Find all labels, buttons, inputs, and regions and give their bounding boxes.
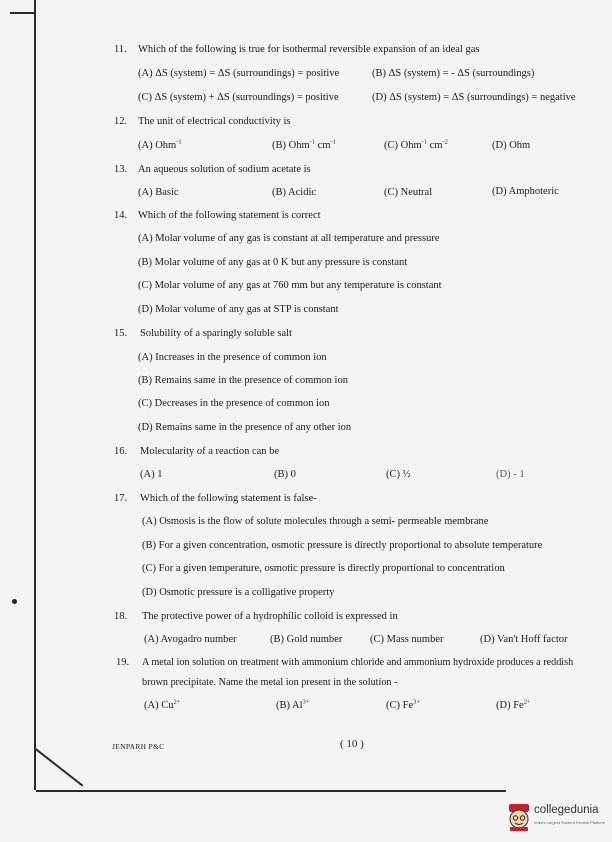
page-edge-bottom <box>36 790 506 792</box>
option-d: (D) ΔS (system) = ΔS (surroundings) = negative <box>372 92 576 103</box>
option-c: (C) Neutral <box>384 187 433 198</box>
question-text: The protective power of a hydrophilic colloid is expressed in <box>142 611 398 622</box>
option-b: (B) ΔS (system) = - ΔS (surroundings) <box>372 68 535 79</box>
option-b: (B) Remains same in the presence of common ion <box>138 375 348 386</box>
option-a: (A) Increases in the presence of common ion <box>138 352 327 363</box>
option-b: (B) For a given concentration, osmotic pressure is directly proportional to absolute temperature <box>142 540 543 551</box>
question-text: A metal ion solution on treatment with ammonium chloride and ammonium hydroxide produces a reddish <box>142 657 574 668</box>
footer-code: JENPARH P&C <box>112 742 165 751</box>
question-text: Molecularity of a reaction can be <box>140 446 280 457</box>
option-d: (D) Amphoteric <box>492 186 559 197</box>
margin-dot <box>12 599 17 604</box>
logo-tagline: India's Largest Student Review Platform <box>534 820 606 825</box>
option-c: (C) Decreases in the presence of common ion <box>138 398 330 409</box>
question-text: Which of the following statement is false- <box>140 493 317 504</box>
option-d: (D) - 1 <box>496 469 525 480</box>
option-b: (B) Acidic <box>272 187 317 198</box>
option-c: (C) ΔS (system) + ΔS (surroundings) = positive <box>138 92 339 103</box>
page-edge-fold <box>35 748 84 787</box>
page-edge-top <box>10 0 36 14</box>
question-number: 19. <box>116 657 130 668</box>
question-number: 16. <box>114 446 128 457</box>
option-b: (B) Ohm$^{-1}$ $cm^{-1}$ <box>272 138 336 151</box>
collegedunia-logo <box>506 800 606 838</box>
student-mascot-icon <box>506 802 532 832</box>
option-c: (C) For a given temperature, osmotic pressure is directly proportional to concentration <box>142 563 505 574</box>
option-c: (C) $Fe^{3+}$ <box>386 698 421 711</box>
option-c: (C) Molar volume of any gas at 760 mm but any temperature is constant <box>138 280 442 291</box>
option-a: (A) Avogadro number <box>144 634 237 645</box>
option-b: (B) Gold number <box>270 634 343 645</box>
question-number: 18. <box>114 611 128 622</box>
question-text: Solubility of a sparingly soluble salt <box>140 328 292 339</box>
option-c: (C) ½ <box>386 469 411 480</box>
question-text: Which of the following statement is correct <box>138 210 321 221</box>
option-d: (D) Osmotic pressure is a colligative property <box>142 587 335 598</box>
page-number: ( 10 ) <box>340 738 364 750</box>
page-edge-left <box>34 0 36 790</box>
option-a: (A) 1 <box>140 469 163 480</box>
question-number: 13. <box>114 164 128 175</box>
question-number: 12. <box>114 116 128 127</box>
option-d: (D) Ohm <box>492 140 531 151</box>
option-c: (C) Mass number <box>370 634 444 645</box>
question-text: Which of the following is true for isothermal reversible expansion of an ideal gas <box>138 44 480 55</box>
question-number: 11. <box>114 44 127 55</box>
question-text: An aqueous solution of sodium acetate is <box>138 164 311 175</box>
option-b: (B) 0 <box>274 469 296 480</box>
option-c: (C) Ohm$^{-1}$ $cm^{-2}$ <box>384 138 448 151</box>
option-d: (D) Molar volume of any gas at STP is constant <box>138 304 339 315</box>
logo-name: collegedunia <box>534 804 599 816</box>
option-a: (A) Ohm$^{-1}$ <box>138 138 182 151</box>
question-number: 17. <box>114 493 128 504</box>
option-d: (D) $Fe^{2+}$ <box>496 698 531 711</box>
question-number: 15. <box>114 328 128 339</box>
question-text: The unit of electrical conductivity is <box>138 116 291 127</box>
option-a: (A) Osmosis is the flow of solute molecules through a semi- permeable membrane <box>142 516 489 527</box>
option-d: (D) Van't Hoff factor <box>480 634 568 645</box>
option-a: (A) $Cu^{2+}$ <box>144 698 181 711</box>
question-number: 14. <box>114 210 128 221</box>
option-d: (D) Remains same in the presence of any other ion <box>138 422 352 433</box>
option-a: (A) ΔS (system) = ΔS (surroundings) = positive <box>138 68 340 79</box>
option-b: (B) Molar volume of any gas at 0 K but any pressure is constant <box>138 257 408 268</box>
option-b: (B) $Al^{3+}$ <box>276 698 310 711</box>
option-a: (A) Molar volume of any gas is constant at all temperature and pressure <box>138 233 440 244</box>
option-a: (A) Basic <box>138 187 179 198</box>
question-text-continued: brown precipitate. Name the metal ion present in the solution - <box>142 677 398 688</box>
